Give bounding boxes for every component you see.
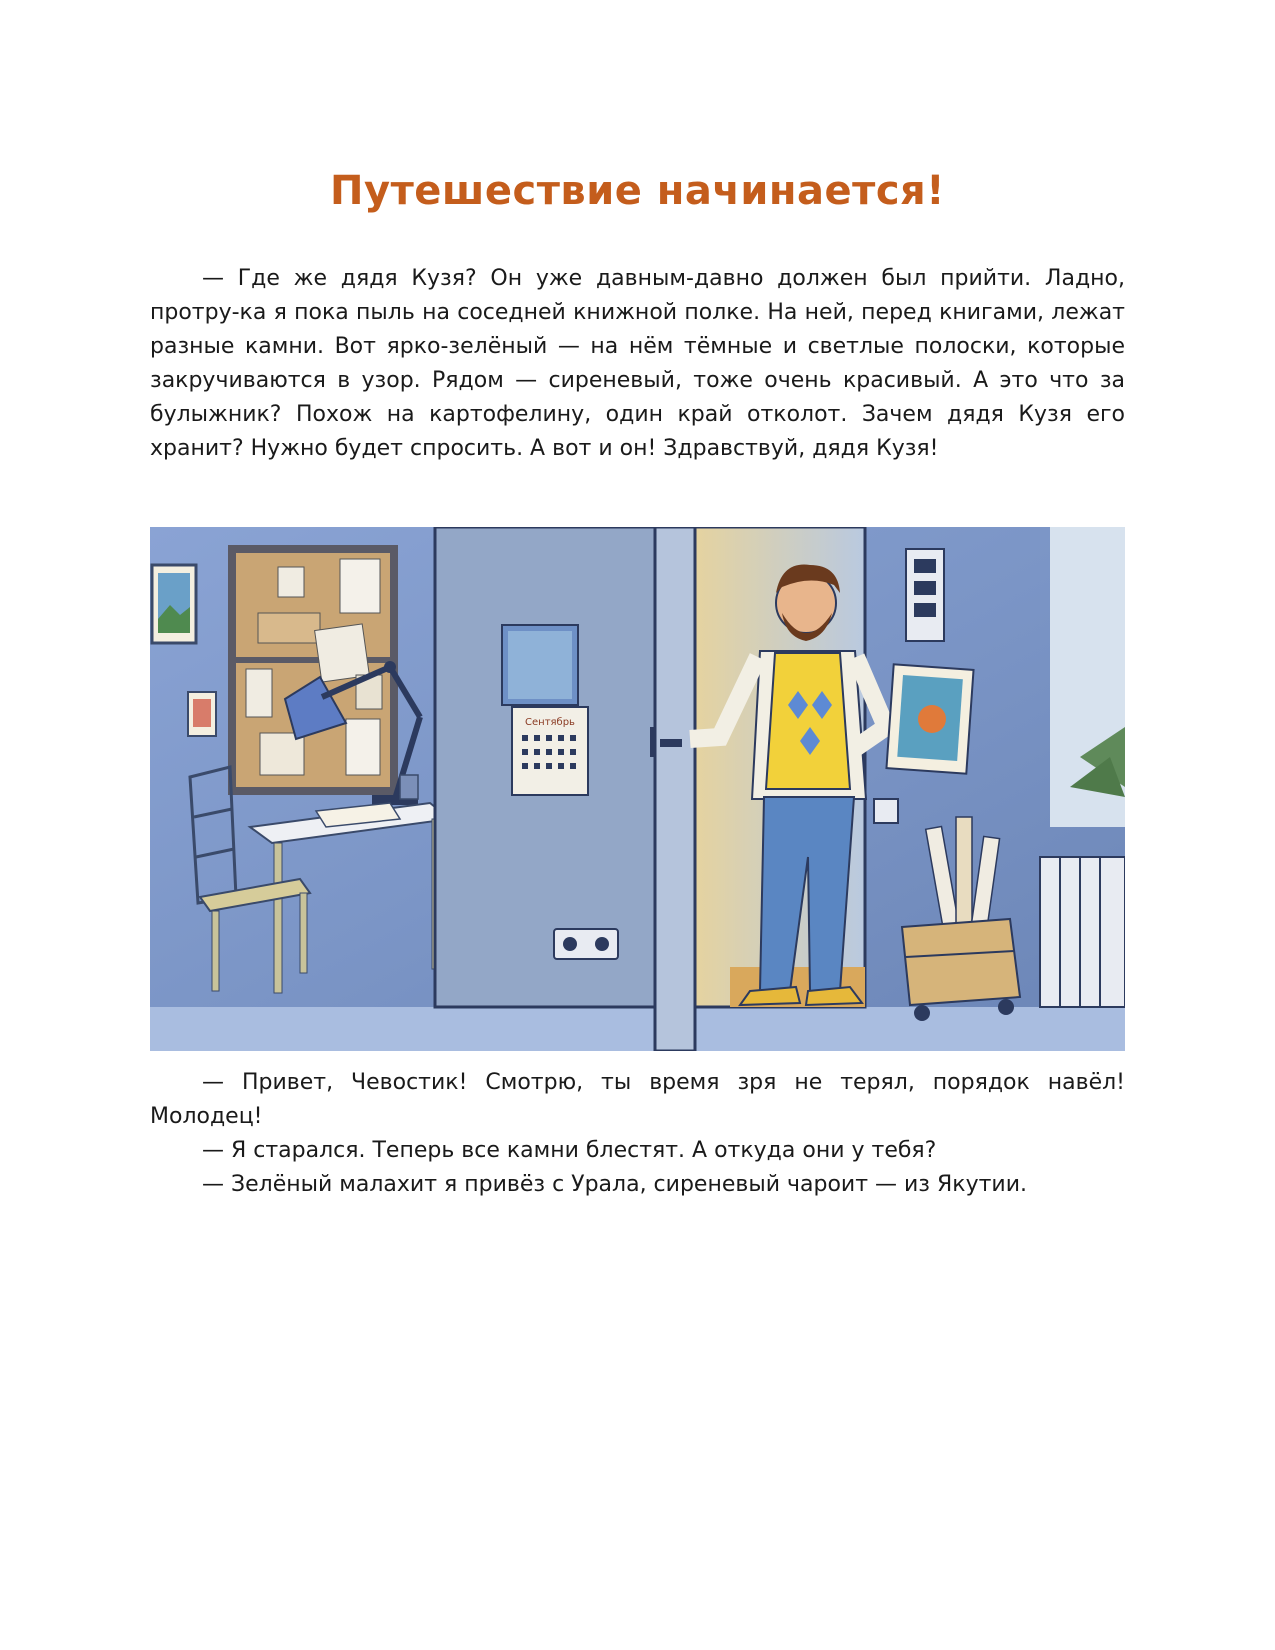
paragraph: — Где же дядя Кузя? Он уже давным-давно должен был прийти. Ладно, протру-ка я пока пыль на соседней книжной полке. На ней, перед книгами, лежат разные камни. Вот ярко-зелёный — на нём тёмные и светлые полоски, которые закручиваются в узор. Рядом — сиреневый, тоже очень красивый. А это что за булыжник? Похож на картофелину, один край отколот. Зачем дядя Кузя его хранит? Нужно будет спросить. А вот и он! Здравствуй, дядя Кузя!	[150, 266, 1125, 461]
small-switch	[874, 799, 898, 823]
page-title: Путешествие начинается!	[330, 168, 945, 214]
wall-picture	[152, 565, 196, 643]
open-door	[655, 527, 695, 1051]
light-switch-panel	[906, 549, 944, 641]
dialogue-line: — Привет, Чевостик! Смотрю, ты время зря не терял, порядок навёл! Молодец!	[150, 1070, 1125, 1129]
room-scene-svg	[150, 527, 1125, 1051]
calendar-month: Сентябрь	[525, 717, 575, 728]
radiator	[1040, 857, 1125, 1007]
dialogue-text	[150, 1066, 1125, 1202]
dialogue-line: — Зелёный малахит я привёз с Урала, сиреневый чароит — из Якутии.	[202, 1172, 1027, 1197]
intro-text	[150, 262, 1125, 466]
wall-calendar	[502, 625, 588, 795]
window-plant	[1050, 527, 1125, 827]
illustration-room-scene	[150, 527, 1125, 1051]
dialogue-line: — Я старался. Теперь все камни блестят. А откуда они у тебя?	[202, 1138, 937, 1163]
power-socket	[554, 929, 618, 959]
small-photo	[188, 692, 216, 736]
floor	[150, 1007, 1125, 1051]
diver-poster	[886, 664, 973, 773]
cork-board	[228, 545, 398, 795]
